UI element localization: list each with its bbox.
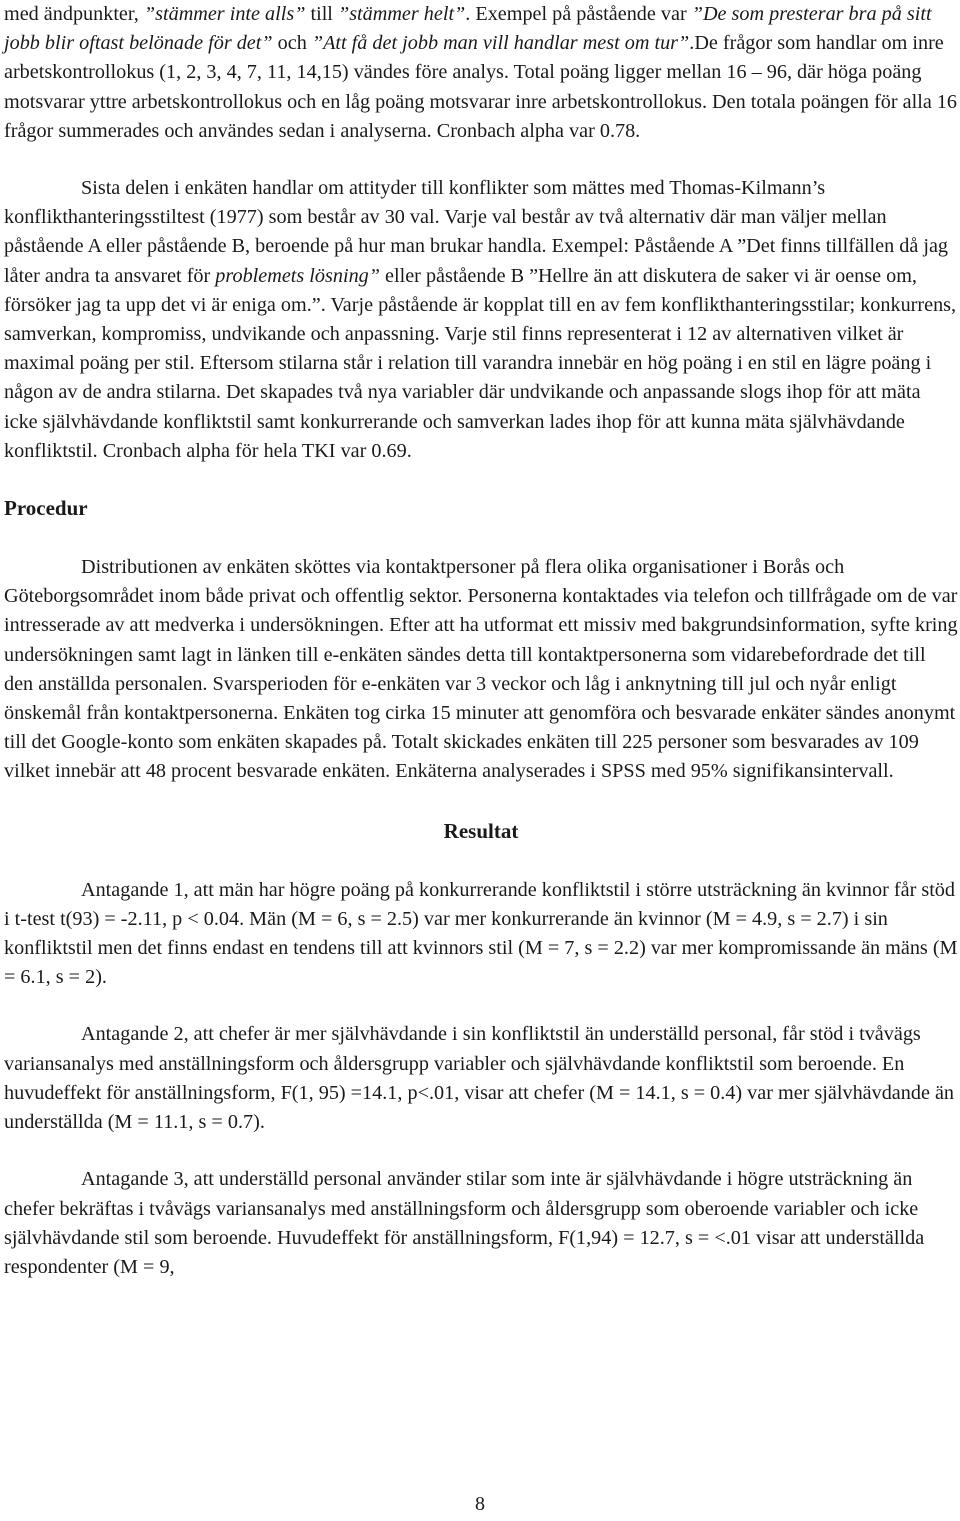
text-run: .De frågor som handlar om inre arbetskontrollokus (1, 2, 3, 4, 7, 11, 14,15) vändes före analys. Total poäng ligger mellan 16 – 96, där höga poäng motsvarar yttre arbetskontrollokus och en låg poäng motsvarar inre arbetskontrollokus. Den totala poängen för alla 16 frågor summerades och användes sedan i analyserna. Cronbach alpha var 0.78. (4, 32, 958, 142)
paragraph-locus-of-control (4, 0, 958, 146)
italic-quote: ”stämmer inte alls” (143, 3, 306, 25)
paragraph-spacer (4, 146, 958, 174)
text-run: . Exempel på påstående var (465, 3, 692, 25)
text-run: Sista delen i enkäten handlar om attityder till konflikter som mättes med Thomas-Kilmann’s konflikthanteringsstiltest (1977) som består av 30 val. Varje val består av två alternativ där man väljer mellan påstående A eller påstående B, beroende på hur man brukar handla. Exempel: Påstående A ”Det finns tillfällen då jag låter andra ta ansvaret för (4, 177, 948, 287)
text-run: till (305, 3, 338, 25)
paragraph-antagande-2: Antagande 2, att chefer är mer självhävdande i sin konfliktstil än underställd personal, får stöd i tvåvägs variansanalys med anställningsform och åldersgrupp variabler och självhävdande konfliktstil som beroende. En huvudeffekt för anställningsform, F(1, 95) =14.1, p<.01, visar att chefer (M = 14.1, s = 0.4) var mer självhävdande än underställda (M = 11.1, s = 0.7). (4, 1023, 955, 1134)
paragraph-antagande-3: Antagande 3, att underställd personal använder stilar som inte är självhävdande i högre utsträckning än chefer bekräftas i tvåvägs variansanalys med anställningsform och åldersgrupp som oberoende variabler och icke självhävdande stil som beroende. Huvudeffekt för anställningsform, F(1,94) = 12.7, s = <.01 visar att underställda respondenter (M = 9, (4, 1168, 925, 1278)
paragraph-spacer (4, 787, 958, 817)
italic-quote: ”stämmer helt” (337, 3, 466, 25)
paragraph-antagande-1: Antagande 1, att män har högre poäng på konkurrerande konfliktstil i större utsträckning än kvinnor får stöd i t-test t(93) = -2.11, p < 0.04. Män (M = 6, s = 2.5) var mer konkurrerande än kvinnor (M = 4.9, s = 2.7) i sin konfliktstil men det finns endast en tendens till att kvinnors stil (M = 7, s = 2.2) var mer kompromissande än mäns (M = 6.1, s = 2). (4, 878, 958, 989)
page-number: 8 (475, 1493, 485, 1515)
text-run: och (272, 32, 312, 55)
italic-quote: problemets lösning” (215, 264, 380, 287)
italic-quote: ”Att få det jobb man vill handlar mest om tur” (311, 32, 690, 55)
paragraph-spacer (4, 846, 958, 876)
paragraph-procedur: Distributionen av enkäten sköttes via kontaktpersoner på flera olika organisationer i Borås och Göteborgsområdet inom både privat och offentlig sektor. Personerna kontaktades via telefon och tillfrågade om de var intresserade av att medverka i undersökningen. Efter att ha utformat ett missiv med bakgrundsinformation, syfte kring undersökningen samt lagt in länken till e-enkäten sändes detta till kontaktpersonerna som vidarebefordrade det till den anställda personalen. Svarsperioden för e-enkäten var 3 veckor och låg i anknytning till jul och nyår enligt önskemål från kontaktpersonerna. Enkäten tog cirka 15 minuter att genomföra och besvarade enkäter sändes anonymt till det Google-konto som enkäten skapades på. Totalt skickades enkäten till 225 personer som besvarades av 109 vilket innebär att 48 procent besvarade enkäten. Enkäterna analyserades i SPSS med 95% signifikansintervall. (4, 556, 958, 783)
resultat-heading: Resultat (443, 818, 519, 843)
paragraph-spacer (4, 523, 958, 553)
procedur-heading: Procedur (4, 496, 88, 521)
text-run: eller påstående B ”Hellre än att diskutera de saker vi är oense om, försöker jag ta upp det vi är eniga om.”. Varje påstående är kopplat till en av fem konflikthanteringsstilar; konkurrens, samverkan, kompromiss, undvikande och anpassning. Varje stil finns representerat i 12 av alternativen vilket är maximal poäng per stil. Eftersom stilarna står i relation till varandra innebär en hög poäng i en stil en lägre poäng i någon av de andra stilarna. Det skapades två nya variabler där undvikande och anpassande slogs ihop för att mäta icke självhävdande konfliktstil samt konkurrerande och samverkan lades ihop för att kunna mäta självhävdande konfliktstil. Cronbach alpha för hela TKI var 0.69. (4, 264, 957, 462)
italic-quote: ”De som presterar bra på sitt jobb blir oftast belönade för det” (4, 3, 932, 55)
paragraph-tki (4, 174, 958, 466)
document-page (4, 0, 958, 1282)
paragraph-spacer (4, 466, 958, 494)
paragraph-spacer (4, 992, 958, 1020)
text-run: med ändpunkter, (4, 3, 144, 25)
paragraph-spacer (4, 1137, 958, 1165)
